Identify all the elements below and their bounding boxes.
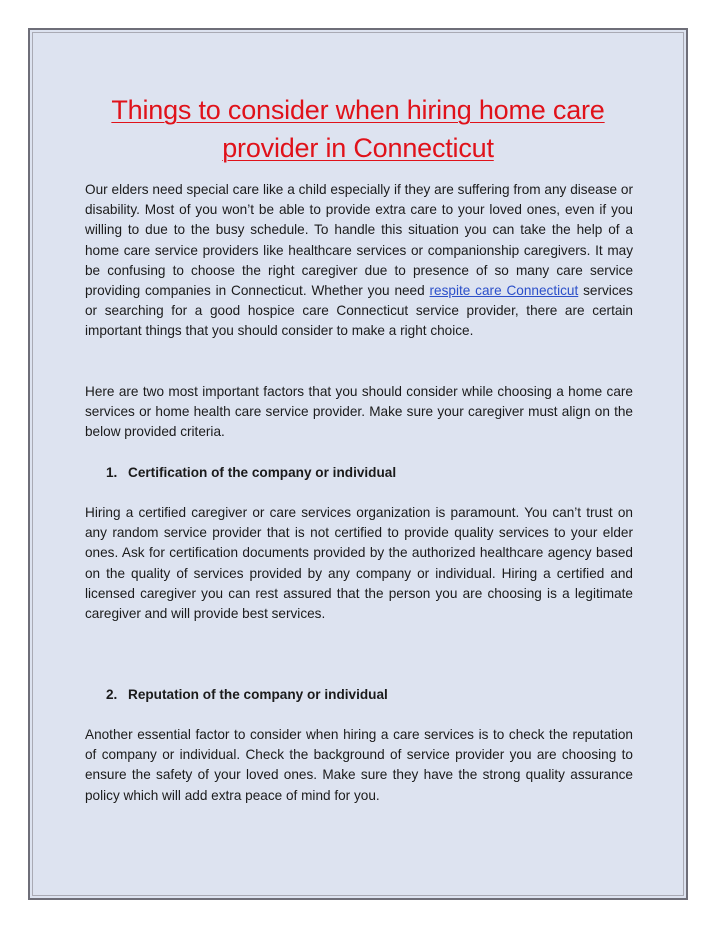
section-2-heading-block — [106, 685, 626, 705]
document-title — [30, 91, 686, 167]
factors-paragraph-block — [85, 382, 633, 443]
section-2-body-block — [85, 725, 633, 806]
section-1-heading — [106, 463, 626, 483]
intro-paragraph — [85, 180, 633, 342]
section-1-heading-text: Certification of the company or individual — [128, 465, 397, 480]
document-page — [28, 28, 688, 900]
section-1-body-block — [85, 503, 633, 624]
section-2-body: Another essential factor to consider when hiring a care services is to check the reputation of company or individual. Check the background of service provider you are choosing to ensure the safety of your loved ones. Make sure they have the strong quality assurance policy which will add extra peace of mind for you. — [85, 727, 633, 803]
title-line-2: provider in Connecticut — [222, 133, 494, 163]
section-2-heading — [106, 685, 626, 705]
factors-paragraph: Here are two most important factors that you should consider while choosing a home care services or home health care service provider. Make sure your caregiver must align on the below provided criteria. — [85, 384, 633, 440]
section-2-heading-text: Reputation of the company or individual — [128, 687, 388, 702]
title-line-1: Things to consider when hiring home care — [111, 95, 605, 125]
intro-text-before-link: Our elders need special care like a child especially if they are suffering from any disease or disability. Most of you won’t be able to provide extra care to your loved ones, even if you willing to due to the busy schedule. To handle this situation you can take the help of a home care service providers like healthcare services or companionship caregivers. It may be confusing to choose the right caregiver due to presence of so many care service providing companies in Connecticut. Whether you need — [85, 182, 633, 299]
section-1-heading-block — [106, 463, 626, 483]
intro-paragraph-block — [85, 180, 633, 342]
respite-care-link[interactable]: respite care Connecticut — [429, 283, 579, 299]
intro-text-after-link: services or searching for a good hospice care Connecticut service provider, there are certain important things that you should consider to make a right choice. — [85, 283, 633, 339]
section-1-number: 1. — [106, 465, 118, 480]
section-1-body: Hiring a certified caregiver or care services organization is paramount. You can’t trust on any random service provider that is not certified to provide quality services to your elder ones. Ask for certification documents provided by the authorized healthcare agency based on the quality of services provided by any company or individual. Hiring a certified and licensed caregiver you can rest assured that the person you are choosing is a legitimate caregiver and will provide best services. — [85, 505, 633, 622]
section-2-number: 2. — [106, 687, 118, 702]
